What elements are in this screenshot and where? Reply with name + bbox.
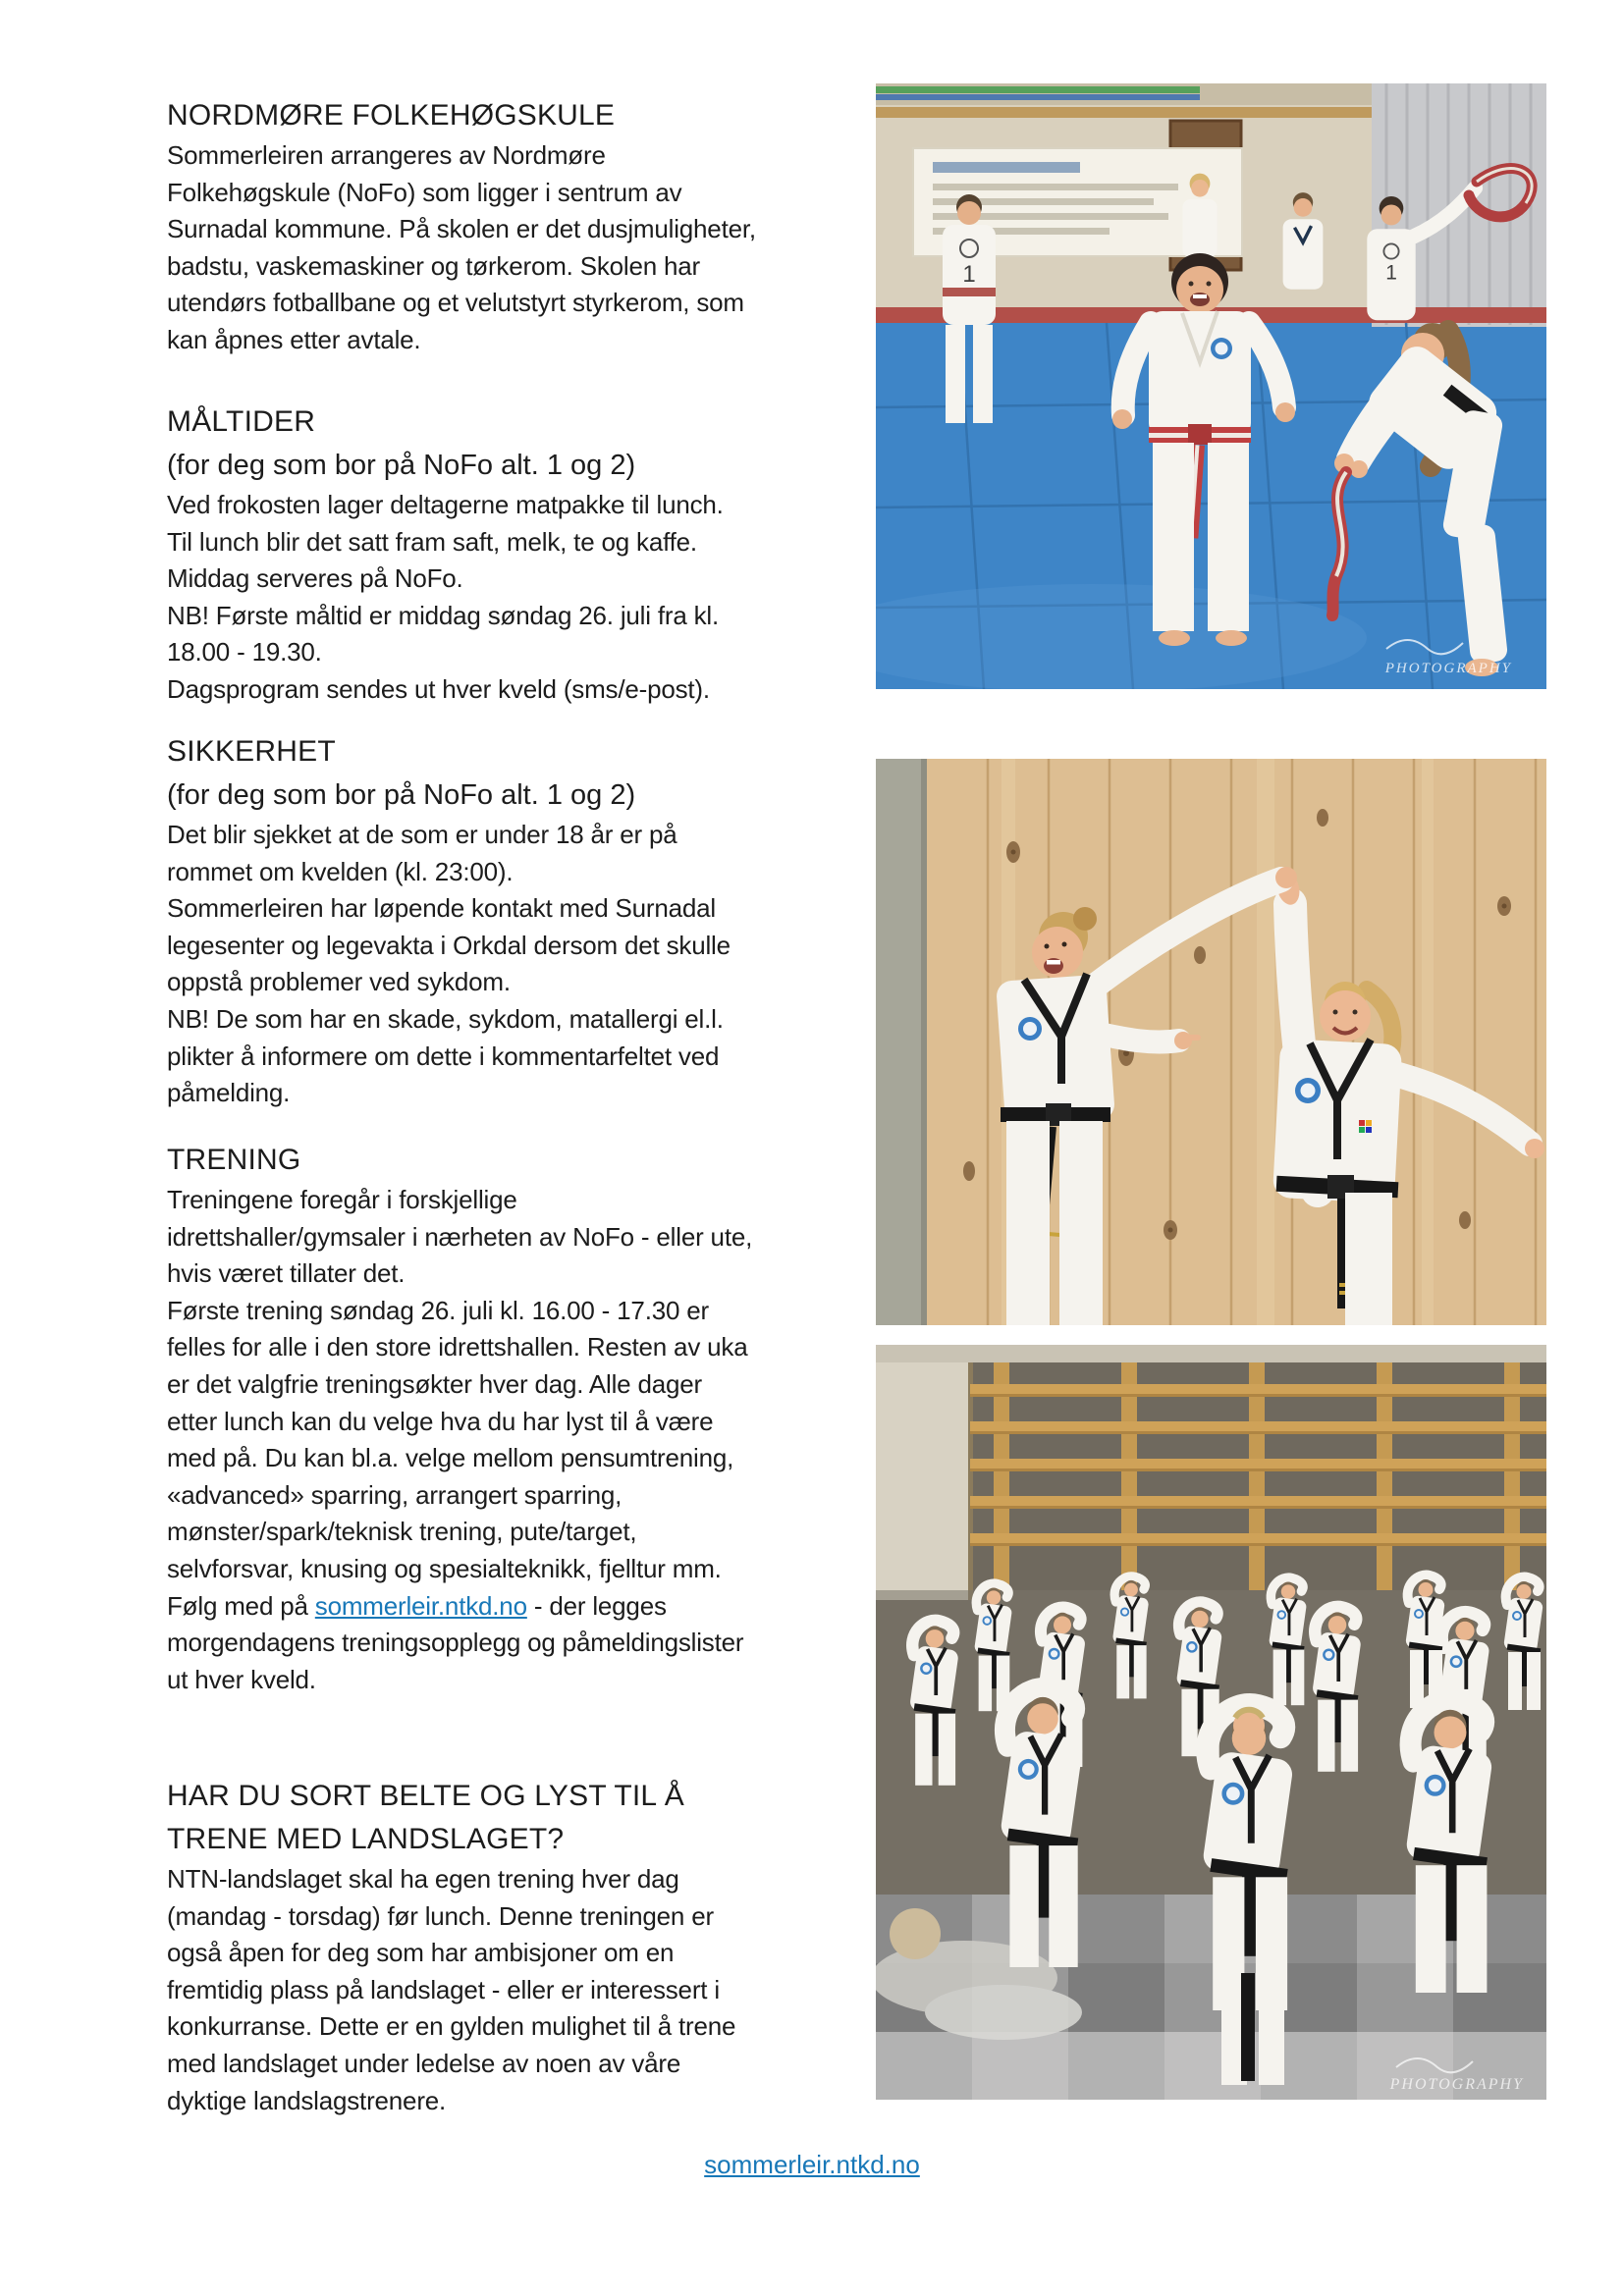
link-prefix-text: Følg med på bbox=[167, 1590, 315, 1621]
section-paragraph: NB! De som har en skade, sykdom, matallergi el.l. plikter å informere om dette i kommentarfeltet ved påmelding. bbox=[167, 1003, 724, 1108]
section-paragraph: Treningene foregår i forskjellige idrettshaller/gymsaler i nærheten av NoFo - eller ute, hvis været tillater det. bbox=[167, 1185, 753, 1289]
section-subheading: (for deg som bor på NoFo alt. 1 og 2) bbox=[167, 779, 636, 811]
section-paragraph: Middag serveres på NoFo. bbox=[167, 563, 463, 594]
section-trening bbox=[167, 1139, 756, 1698]
page-footer bbox=[0, 2148, 1624, 2181]
section-heading: MÅLTIDER bbox=[167, 405, 316, 438]
photo-taekwondo-belt-game-blue-mats bbox=[876, 83, 1546, 689]
footer-sommerleir-link[interactable]: sommerleir.ntkd.no bbox=[704, 2150, 920, 2179]
section-heading: NORDMØRE FOLKEHØGSKULE bbox=[167, 99, 616, 132]
svg-text:1: 1 bbox=[962, 261, 976, 288]
section-paragraph: Sommerleiren arrangeres av Nordmøre Folkehøgskule (NoFo) som ligger i sentrum av Surnadal kommune. På skolen er det dusjmuligheter, badstu, vaskemaskiner og tørkerom. Skolen har utendørs fotballbane og et velutstyrt styrkerom, som kan åpnes etter avtale. bbox=[167, 140, 756, 354]
section-paragraph: Ved frokosten lager deltagerne matpakke til lunch. bbox=[167, 490, 724, 519]
photo-illustration bbox=[876, 759, 1546, 1325]
section-paragraph: Første trening søndag 26. juli kl. 16.00 - 17.30 er felles for alle i den store idrettshallen. Resten av uka er det valgfrie treningsøkter hver dag. Alle dager etter lunch kan du velge hva du har lyst til å være med på. Du kan bl.a. velge mellom pensumtrening, «advanced» sparring, arrangert sparring, mønster/spark/teknisk trening, pute/target, selvforsvar, knusing og spesialteknikk, fjelltur mm. bbox=[167, 1295, 748, 1583]
section-paragraph: Dagsprogram sendes ut hver kveld (sms/e-post). bbox=[167, 673, 710, 704]
section-paragraph-with-link bbox=[167, 1588, 756, 1699]
photo-stretching-wooden-wall bbox=[876, 759, 1546, 1325]
photo-illustration bbox=[876, 1345, 1546, 2100]
section-paragraph: NB! Første måltid er middag søndag 26. juli fra kl. 18.00 - 19.30. bbox=[167, 600, 720, 667]
link-suffix-text: - der legges morgendagens treningsopplegg og påmeldingslister ut hver kveld. bbox=[167, 1590, 744, 1694]
svg-text:1: 1 bbox=[1385, 261, 1397, 285]
section-paragraph: Sommerleiren har løpende kontakt med Surnadal legesenter og legevakta i Orkdal dersom det skulle oppstå problemer ved sykdom. bbox=[167, 893, 731, 997]
photo-group-stretching-gym bbox=[876, 1345, 1546, 2100]
section-paragraph: Det blir sjekket at de som er under 18 år er på rommet om kvelden (kl. 23:00). bbox=[167, 820, 677, 886]
sommerleir-inline-link[interactable]: sommerleir.ntkd.no bbox=[314, 1590, 527, 1621]
section-heading: HAR DU SORT BELTE OG LYST TIL Å TRENE MED LANDSLAGET? bbox=[167, 1780, 684, 1855]
photo-illustration bbox=[876, 83, 1546, 689]
section-paragraph: NTN-landslaget skal ha egen trening hver dag (mandag - torsdag) før lunch. Denne treningen er også åpen for deg som har ambisjoner om en fremtidig plass på landslaget - eller er interessert i konkurranse. Dette er en gylden mulighet til å trene med landslaget under ledelse av noen av våre dyktige landslagstrenere. bbox=[167, 1864, 736, 2115]
photo-watermark: PHOTOGRAPHY bbox=[1389, 2076, 1524, 2093]
section-maaltider bbox=[167, 400, 756, 709]
section-nordmore-folkehogskule bbox=[167, 94, 756, 359]
photo-watermark: PHOTOGRAPHY bbox=[1384, 661, 1512, 676]
section-heading: SIKKERHET bbox=[167, 735, 336, 768]
section-subheading: (for deg som bor på NoFo alt. 1 og 2) bbox=[167, 450, 636, 481]
section-sikkerhet bbox=[167, 730, 756, 1112]
section-paragraph: Til lunch blir det satt fram saft, melk, te og kaffe. bbox=[167, 526, 697, 557]
section-heading: TRENING bbox=[167, 1144, 301, 1176]
section-landslag bbox=[167, 1775, 756, 2119]
